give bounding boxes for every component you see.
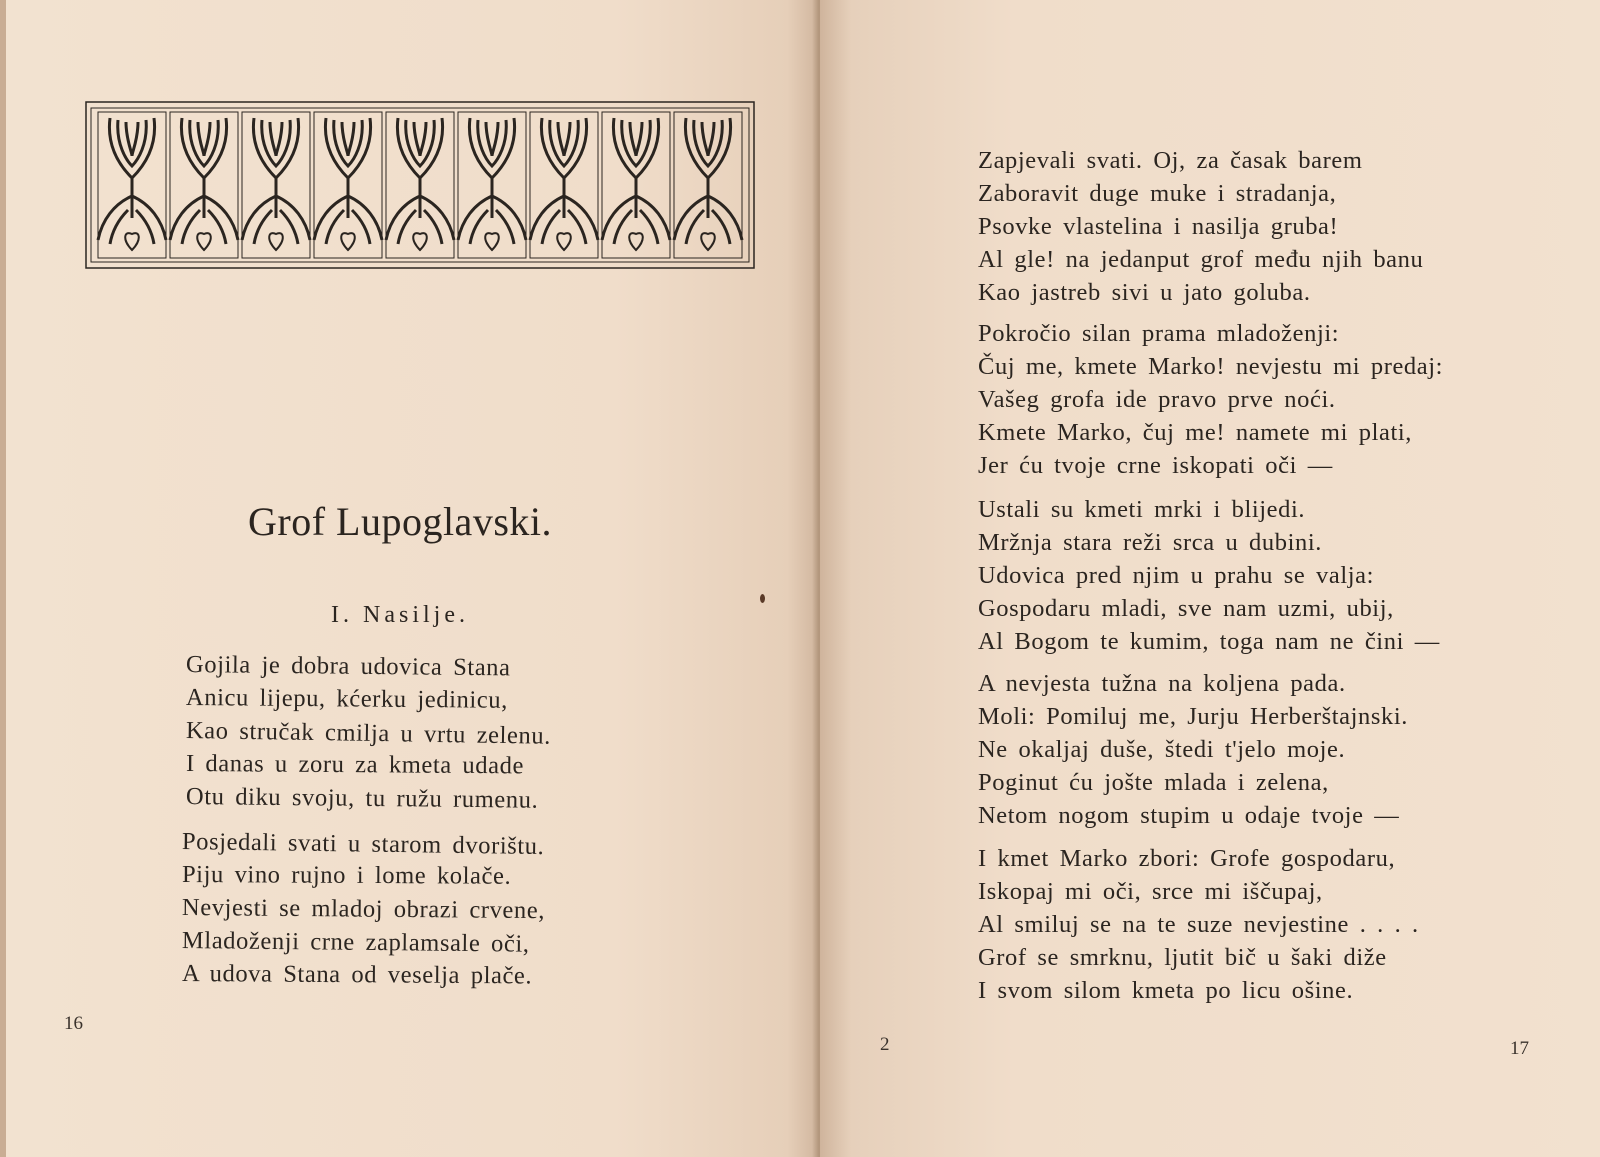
verse-line: Netom nogom stupim u odaje tvoje — bbox=[978, 802, 1400, 829]
verse-line: I kmet Marko zbori: Grofe gospodaru, bbox=[978, 845, 1396, 872]
verse-line: Jer ću tvoje crne iskopati oči — bbox=[978, 452, 1333, 479]
verse-line: Pokročio silan prama mladoženji: bbox=[978, 320, 1340, 347]
tulip-motif bbox=[674, 112, 742, 258]
verse-line: A nevjesta tužna na koljena pada. bbox=[978, 670, 1346, 697]
verse-line: Gojila je dobra udovica Stana bbox=[185, 651, 511, 682]
verse-line: Mladoženji crne zaplamsale oči, bbox=[181, 927, 530, 958]
stanza bbox=[978, 667, 1408, 832]
section-heading: I. Nasilje. bbox=[331, 602, 469, 628]
verse-line: Udovica pred njim u prahu se valja: bbox=[978, 562, 1375, 589]
verse-line: Anicu lijepu, kćerku jedinicu, bbox=[185, 684, 508, 714]
verse-line: Kao jastreb sivi u jato goluba. bbox=[978, 279, 1311, 306]
tulip-motifs bbox=[98, 112, 742, 258]
verse-line: Otu diku svoju, tu ružu rumenu. bbox=[185, 783, 539, 814]
verse-line: Čuj me, kmete Marko! nevjestu mi predaj: bbox=[978, 353, 1444, 380]
tulip-motif bbox=[98, 112, 166, 258]
verse-line: Psovke vlastelina i nasilja gruba! bbox=[978, 213, 1339, 240]
verse-line: I svom silom kmeta po licu ošine. bbox=[978, 977, 1354, 1004]
verse-line: Ne okaljaj duše, štedi t'jelo moje. bbox=[978, 736, 1346, 763]
tulip-motif bbox=[314, 112, 382, 258]
poem-title: Grof Lupoglavski. bbox=[247, 499, 552, 544]
tulip-motif bbox=[458, 112, 526, 258]
verse-line: Moli: Pomiluj me, Jurju Herberštajnski. bbox=[978, 703, 1409, 730]
stanza bbox=[978, 842, 1419, 1007]
verse-line: Zaboravit duge muke i stradanja, bbox=[978, 180, 1337, 207]
verse-line: I danas u zoru za kmeta udade bbox=[185, 750, 525, 780]
stanza bbox=[182, 825, 545, 990]
signature-mark: 2 bbox=[880, 1034, 890, 1055]
stanza bbox=[186, 648, 551, 813]
verse-line: Kmete Marko, čuj me! namete mi plati, bbox=[978, 419, 1412, 446]
verse-line: Al gle! na jedanput grof među njih banu bbox=[978, 246, 1424, 273]
right-page bbox=[820, 0, 1600, 1157]
page-number-left: 16 bbox=[64, 1013, 83, 1034]
ink-stain bbox=[760, 594, 765, 603]
verse-line: Al Bogom te kumim, toga nam ne čini — bbox=[978, 628, 1440, 655]
ornament-border bbox=[84, 100, 756, 270]
verse-line: Ustali su kmeti mrki i blijedi. bbox=[978, 496, 1306, 523]
verse-line: Grof se smrknu, ljutit bič u šaki diže bbox=[978, 944, 1387, 971]
verse-line: Mržnja stara reži srca u dubini. bbox=[978, 529, 1322, 556]
verse-line: Vašeg grofa ide pravo prve noći. bbox=[978, 386, 1336, 413]
verse-line: A udova Stana od veselja plače. bbox=[181, 960, 533, 990]
page-edge bbox=[0, 0, 6, 1157]
tulip-motif bbox=[242, 112, 310, 258]
tulip-motif bbox=[170, 112, 238, 258]
verse-line: Piju vino rujno i lome kolače. bbox=[181, 861, 512, 890]
verse-line: Poginut ću jošte mlada i zelena, bbox=[978, 769, 1329, 796]
tulip-motif bbox=[386, 112, 454, 258]
verse-line: Zapjevali svati. Oj, za časak barem bbox=[978, 147, 1363, 174]
verse-line: Iskopaj mi oči, srce mi iščupaj, bbox=[978, 878, 1323, 905]
stanza bbox=[978, 144, 1423, 309]
page-number-right: 17 bbox=[1510, 1038, 1529, 1059]
stanza bbox=[978, 493, 1440, 658]
stanza bbox=[978, 317, 1443, 482]
verse-line: Posjedali svati u starom dvorištu. bbox=[181, 828, 545, 861]
verse-line: Nevjesti se mladoj obrazi crvene, bbox=[181, 894, 546, 925]
verse-line: Al smiluj se na te suze nevjestine . . . . bbox=[978, 911, 1419, 938]
tulip-motif bbox=[602, 112, 670, 258]
verse-line: Kao stručak cmilja u vrtu zelenu. bbox=[185, 717, 552, 750]
verse-line: Gospodaru mladi, sve nam uzmi, ubij, bbox=[978, 595, 1394, 622]
tulip-motif bbox=[530, 112, 598, 258]
